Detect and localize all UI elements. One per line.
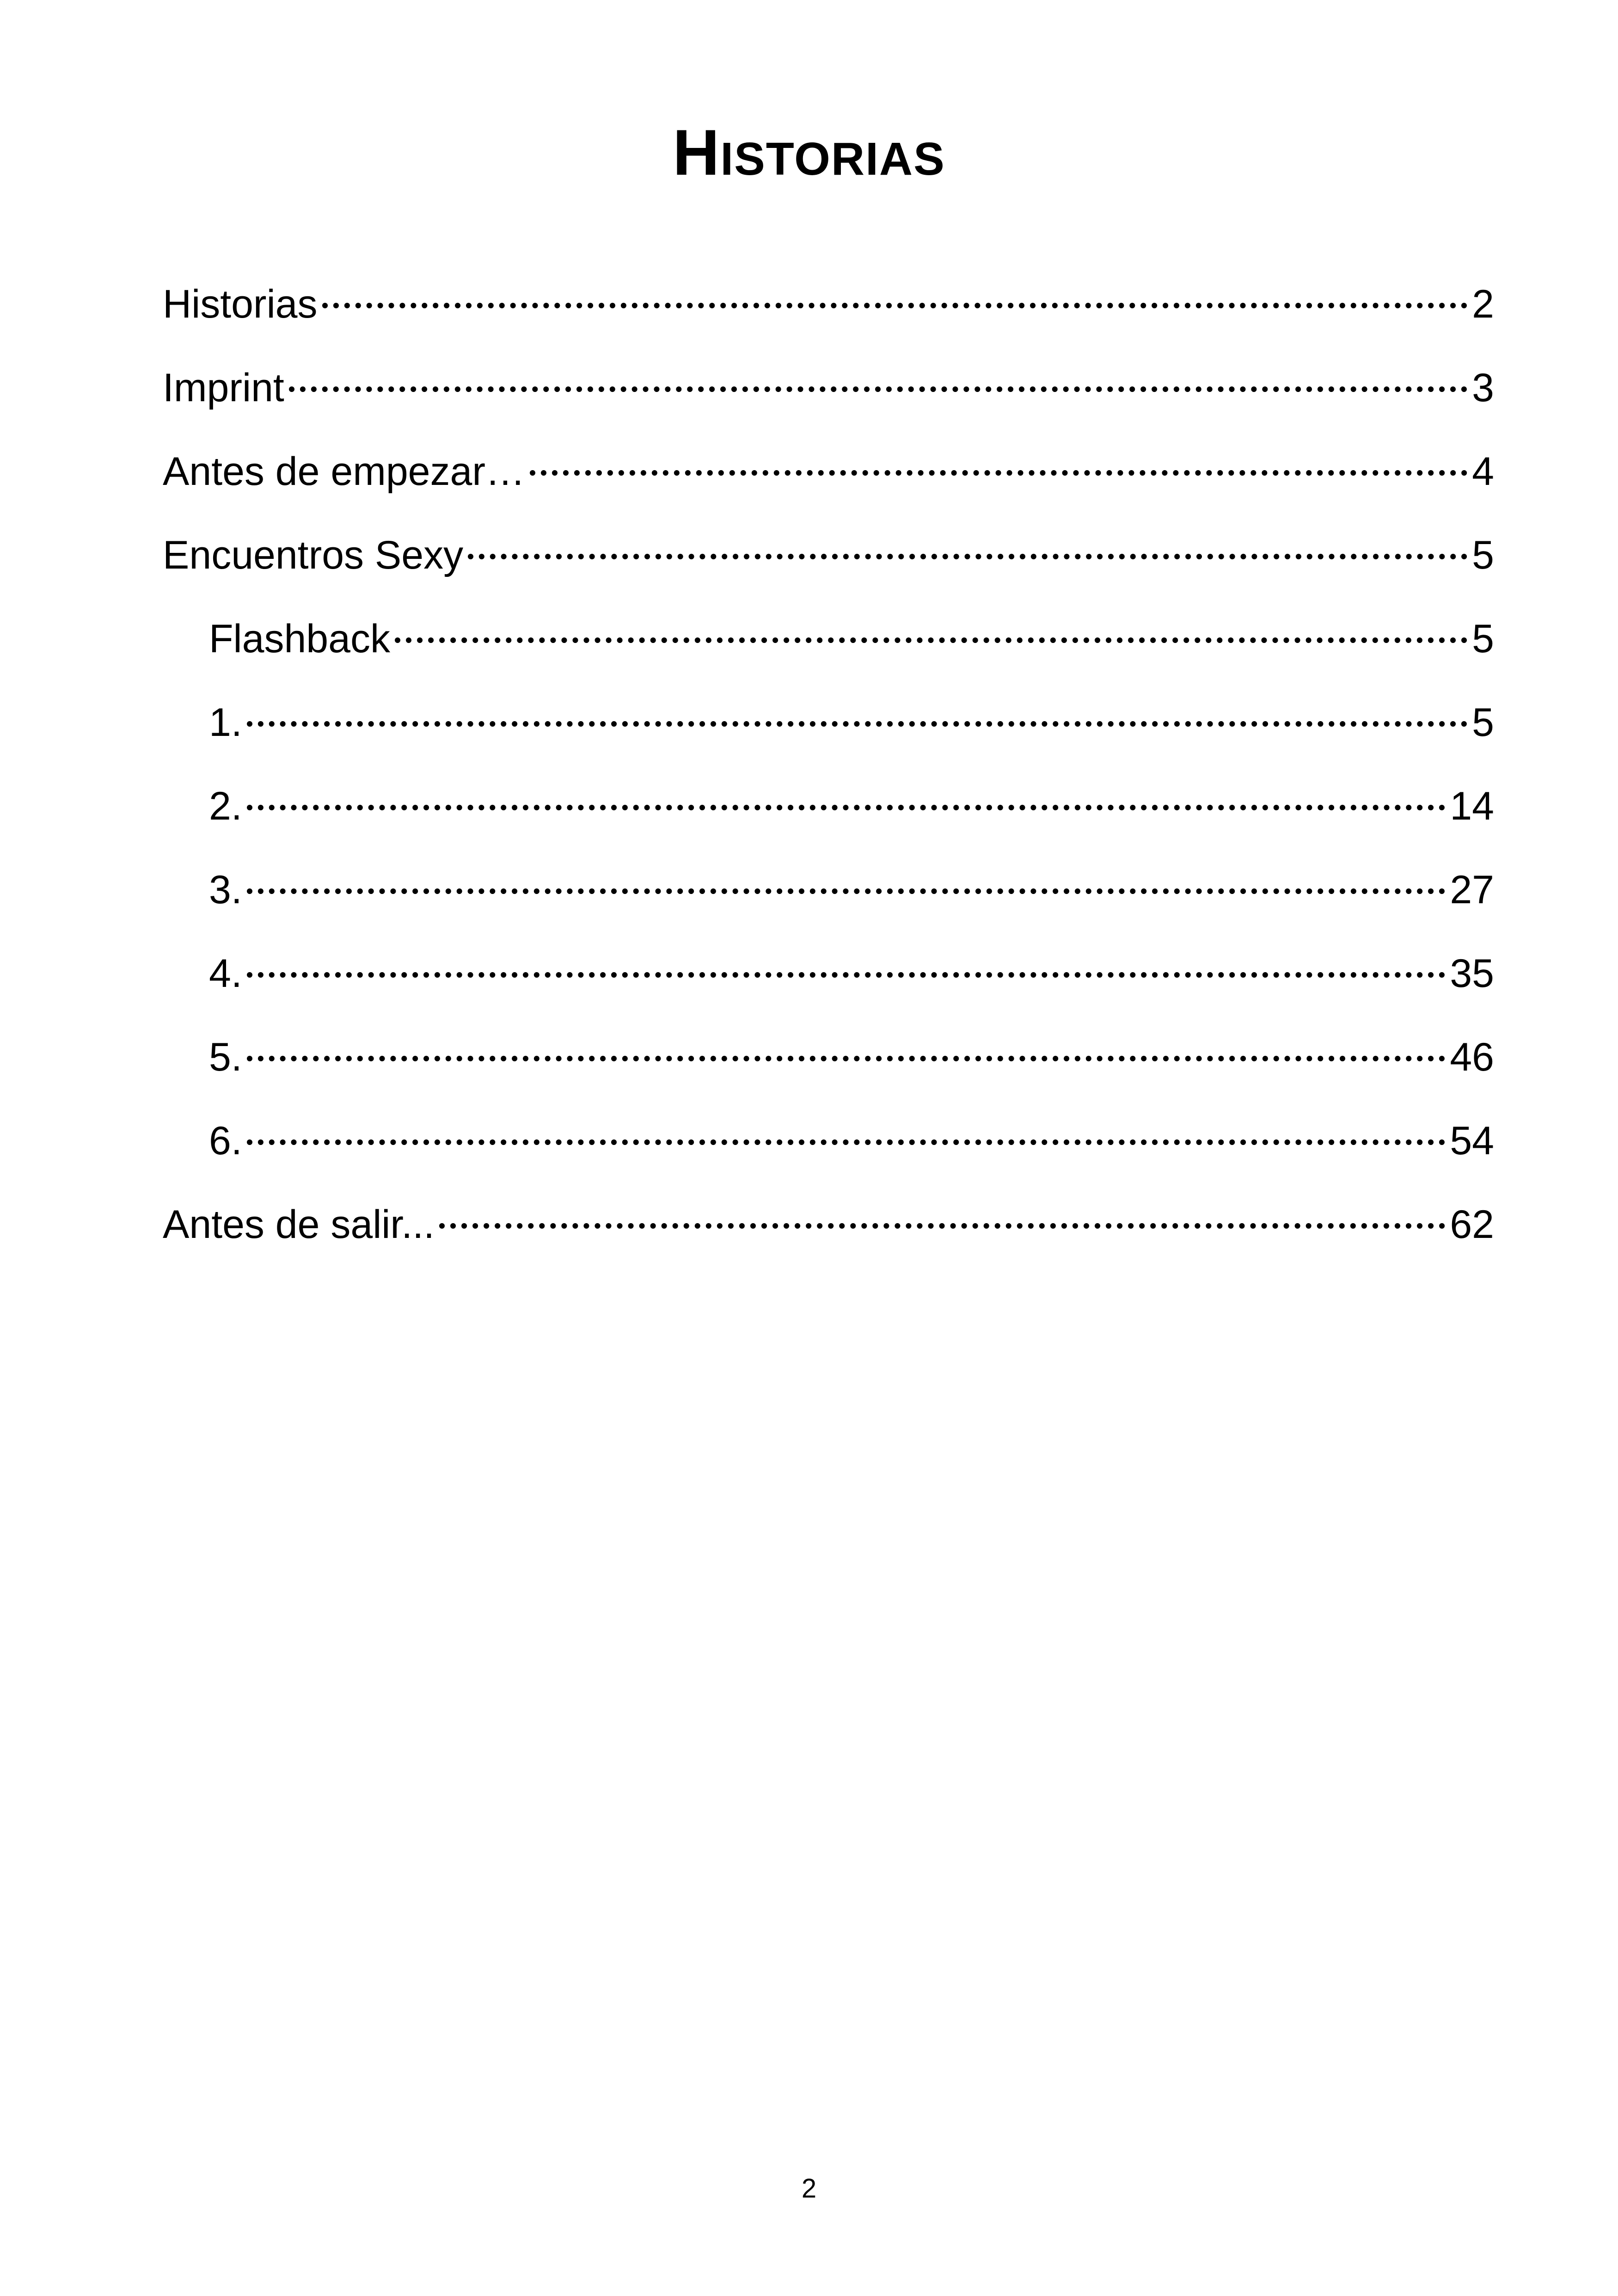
toc-entry-imprint[interactable] bbox=[163, 336, 1494, 419]
toc-entry-antes-de-empezar[interactable] bbox=[163, 419, 1494, 503]
toc-entry-label: 5. bbox=[209, 1035, 242, 1079]
toc-entry-page: 14 bbox=[1450, 784, 1494, 828]
toc-dot-leader bbox=[247, 996, 1446, 1061]
toc-dot-leader bbox=[468, 494, 1467, 559]
toc-entry-page: 2 bbox=[1472, 282, 1494, 326]
toc-entry-page: 4 bbox=[1472, 449, 1494, 494]
toc-entry-page: 27 bbox=[1450, 868, 1494, 912]
page-number: 2 bbox=[801, 2174, 817, 2204]
toc-entry-chapter-1[interactable] bbox=[163, 670, 1494, 754]
toc-entry-historias[interactable] bbox=[163, 252, 1494, 336]
toc-entry-page: 5 bbox=[1472, 533, 1494, 577]
toc-entry-label: Historias bbox=[163, 282, 318, 326]
title-first-letter: H bbox=[673, 116, 721, 189]
toc-entry-chapter-5[interactable] bbox=[163, 1005, 1494, 1089]
toc-entry-label: Flashback bbox=[209, 617, 390, 661]
toc-entry-chapter-2[interactable] bbox=[163, 754, 1494, 838]
toc-entry-chapter-4[interactable] bbox=[163, 921, 1494, 1005]
toc-entry-chapter-6[interactable] bbox=[163, 1089, 1494, 1172]
toc-entry-label: Encuentros Sexy bbox=[163, 533, 464, 577]
toc-entry-page: 5 bbox=[1472, 617, 1494, 661]
page-title bbox=[0, 116, 1618, 196]
toc-entry-flashback[interactable] bbox=[163, 587, 1494, 670]
table-of-contents bbox=[163, 252, 1494, 1256]
toc-dot-leader bbox=[247, 828, 1446, 894]
title-rest: ISTORIAS bbox=[720, 133, 945, 185]
toc-dot-leader bbox=[289, 326, 1467, 392]
toc-entry-page: 5 bbox=[1472, 700, 1494, 745]
toc-dot-leader bbox=[247, 745, 1446, 810]
toc-entry-encuentros-sexy[interactable] bbox=[163, 503, 1494, 587]
toc-entry-label: Antes de empezar… bbox=[163, 449, 525, 494]
toc-entry-label: 4. bbox=[209, 951, 242, 996]
toc-entry-antes-de-salir[interactable] bbox=[163, 1172, 1494, 1256]
toc-dot-leader bbox=[247, 661, 1467, 727]
toc-entry-label: Imprint bbox=[163, 366, 284, 410]
toc-dot-leader bbox=[395, 577, 1467, 643]
toc-entry-label: 1. bbox=[209, 700, 242, 745]
toc-dot-leader bbox=[439, 1163, 1445, 1229]
toc-entry-page: 54 bbox=[1450, 1119, 1494, 1163]
toc-dot-leader bbox=[530, 410, 1467, 476]
toc-entry-page: 3 bbox=[1472, 366, 1494, 410]
toc-entry-page: 46 bbox=[1450, 1035, 1494, 1079]
toc-entry-page: 62 bbox=[1450, 1202, 1494, 1247]
toc-entry-page: 35 bbox=[1450, 951, 1494, 996]
toc-dot-leader bbox=[322, 243, 1468, 308]
toc-entry-chapter-3[interactable] bbox=[163, 838, 1494, 921]
toc-entry-label: Antes de salir... bbox=[163, 1202, 435, 1247]
toc-entry-label: 3. bbox=[209, 868, 242, 912]
toc-entry-label: 2. bbox=[209, 784, 242, 828]
toc-dot-leader bbox=[247, 1079, 1446, 1145]
toc-entry-label: 6. bbox=[209, 1119, 242, 1163]
toc-dot-leader bbox=[247, 912, 1446, 978]
